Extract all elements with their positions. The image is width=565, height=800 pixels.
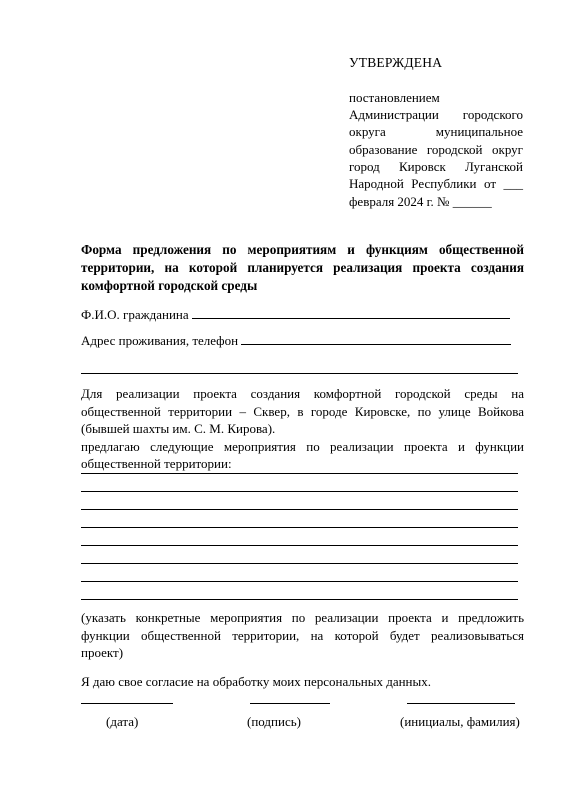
address-label: Адрес проживания, телефон — [81, 333, 239, 348]
date-label: (дата) — [106, 714, 139, 729]
intro-line: общественной территории – Сквер, в городе Кировске, по улице Войкова — [81, 403, 524, 419]
name-line[interactable] — [407, 703, 515, 704]
fio-input-line[interactable] — [192, 305, 510, 319]
note-line: проект) — [81, 645, 124, 660]
signature-line[interactable] — [250, 703, 330, 704]
note-line: функции общественной территории, на которой будет реализовываться — [81, 627, 524, 643]
note-line: (указать конкретные мероприятия по реализации проекта и предложить — [81, 610, 524, 625]
answer-line[interactable] — [81, 599, 518, 600]
approval-line: город Кировск Луганской — [349, 159, 523, 175]
title-line: территории, на которой планируется реализация проекта создания — [81, 260, 524, 275]
answer-line[interactable] — [81, 581, 518, 582]
intro-line: предлагаю следующие мероприятия по реализации проекта и функции — [81, 438, 524, 454]
address-field-row — [81, 331, 511, 349]
approval-line: постановлением — [349, 89, 440, 105]
intro-paragraph — [81, 385, 524, 473]
fio-label: Ф.И.О. гражданина — [81, 307, 189, 322]
signature-label: (подпись) — [247, 714, 301, 729]
approval-line: Администрации городского — [349, 106, 523, 122]
consent-text: Я даю свое согласие на обработку моих персональных данных. — [81, 674, 431, 689]
approval-line: округа муниципальное — [349, 124, 523, 140]
intro-line: (бывшей шахты им. С. М. Кирова). — [81, 421, 276, 436]
approval-heading: УТВЕРЖДЕНА — [349, 55, 443, 70]
approval-line: образование городской округ — [349, 141, 523, 157]
date-line[interactable] — [81, 703, 173, 704]
answer-line[interactable] — [81, 545, 518, 546]
address-input-line[interactable] — [241, 331, 511, 345]
intro-line: Для реализации проекта создания комфортной городской среды на — [81, 386, 524, 401]
approval-line: февраля 2024 г. № ______ — [349, 193, 492, 209]
answer-line[interactable] — [81, 473, 518, 474]
intro-line: общественной территории: — [81, 456, 232, 471]
title-line: комфортной городской среды — [81, 278, 258, 293]
answer-line[interactable] — [81, 509, 518, 510]
approval-line: Народной Республики от ___ — [349, 176, 523, 192]
answer-line[interactable] — [81, 527, 518, 528]
note-paragraph — [81, 609, 524, 662]
form-title — [81, 241, 524, 295]
fio-field-row — [81, 305, 510, 323]
name-label: (инициалы, фамилия) — [400, 714, 520, 729]
answer-line[interactable] — [81, 491, 518, 492]
answer-line[interactable] — [81, 563, 518, 564]
approval-block — [349, 54, 523, 210]
address-extra-line[interactable] — [81, 373, 518, 374]
title-line: Форма предложения по мероприятиям и функциям общественной — [81, 242, 524, 257]
